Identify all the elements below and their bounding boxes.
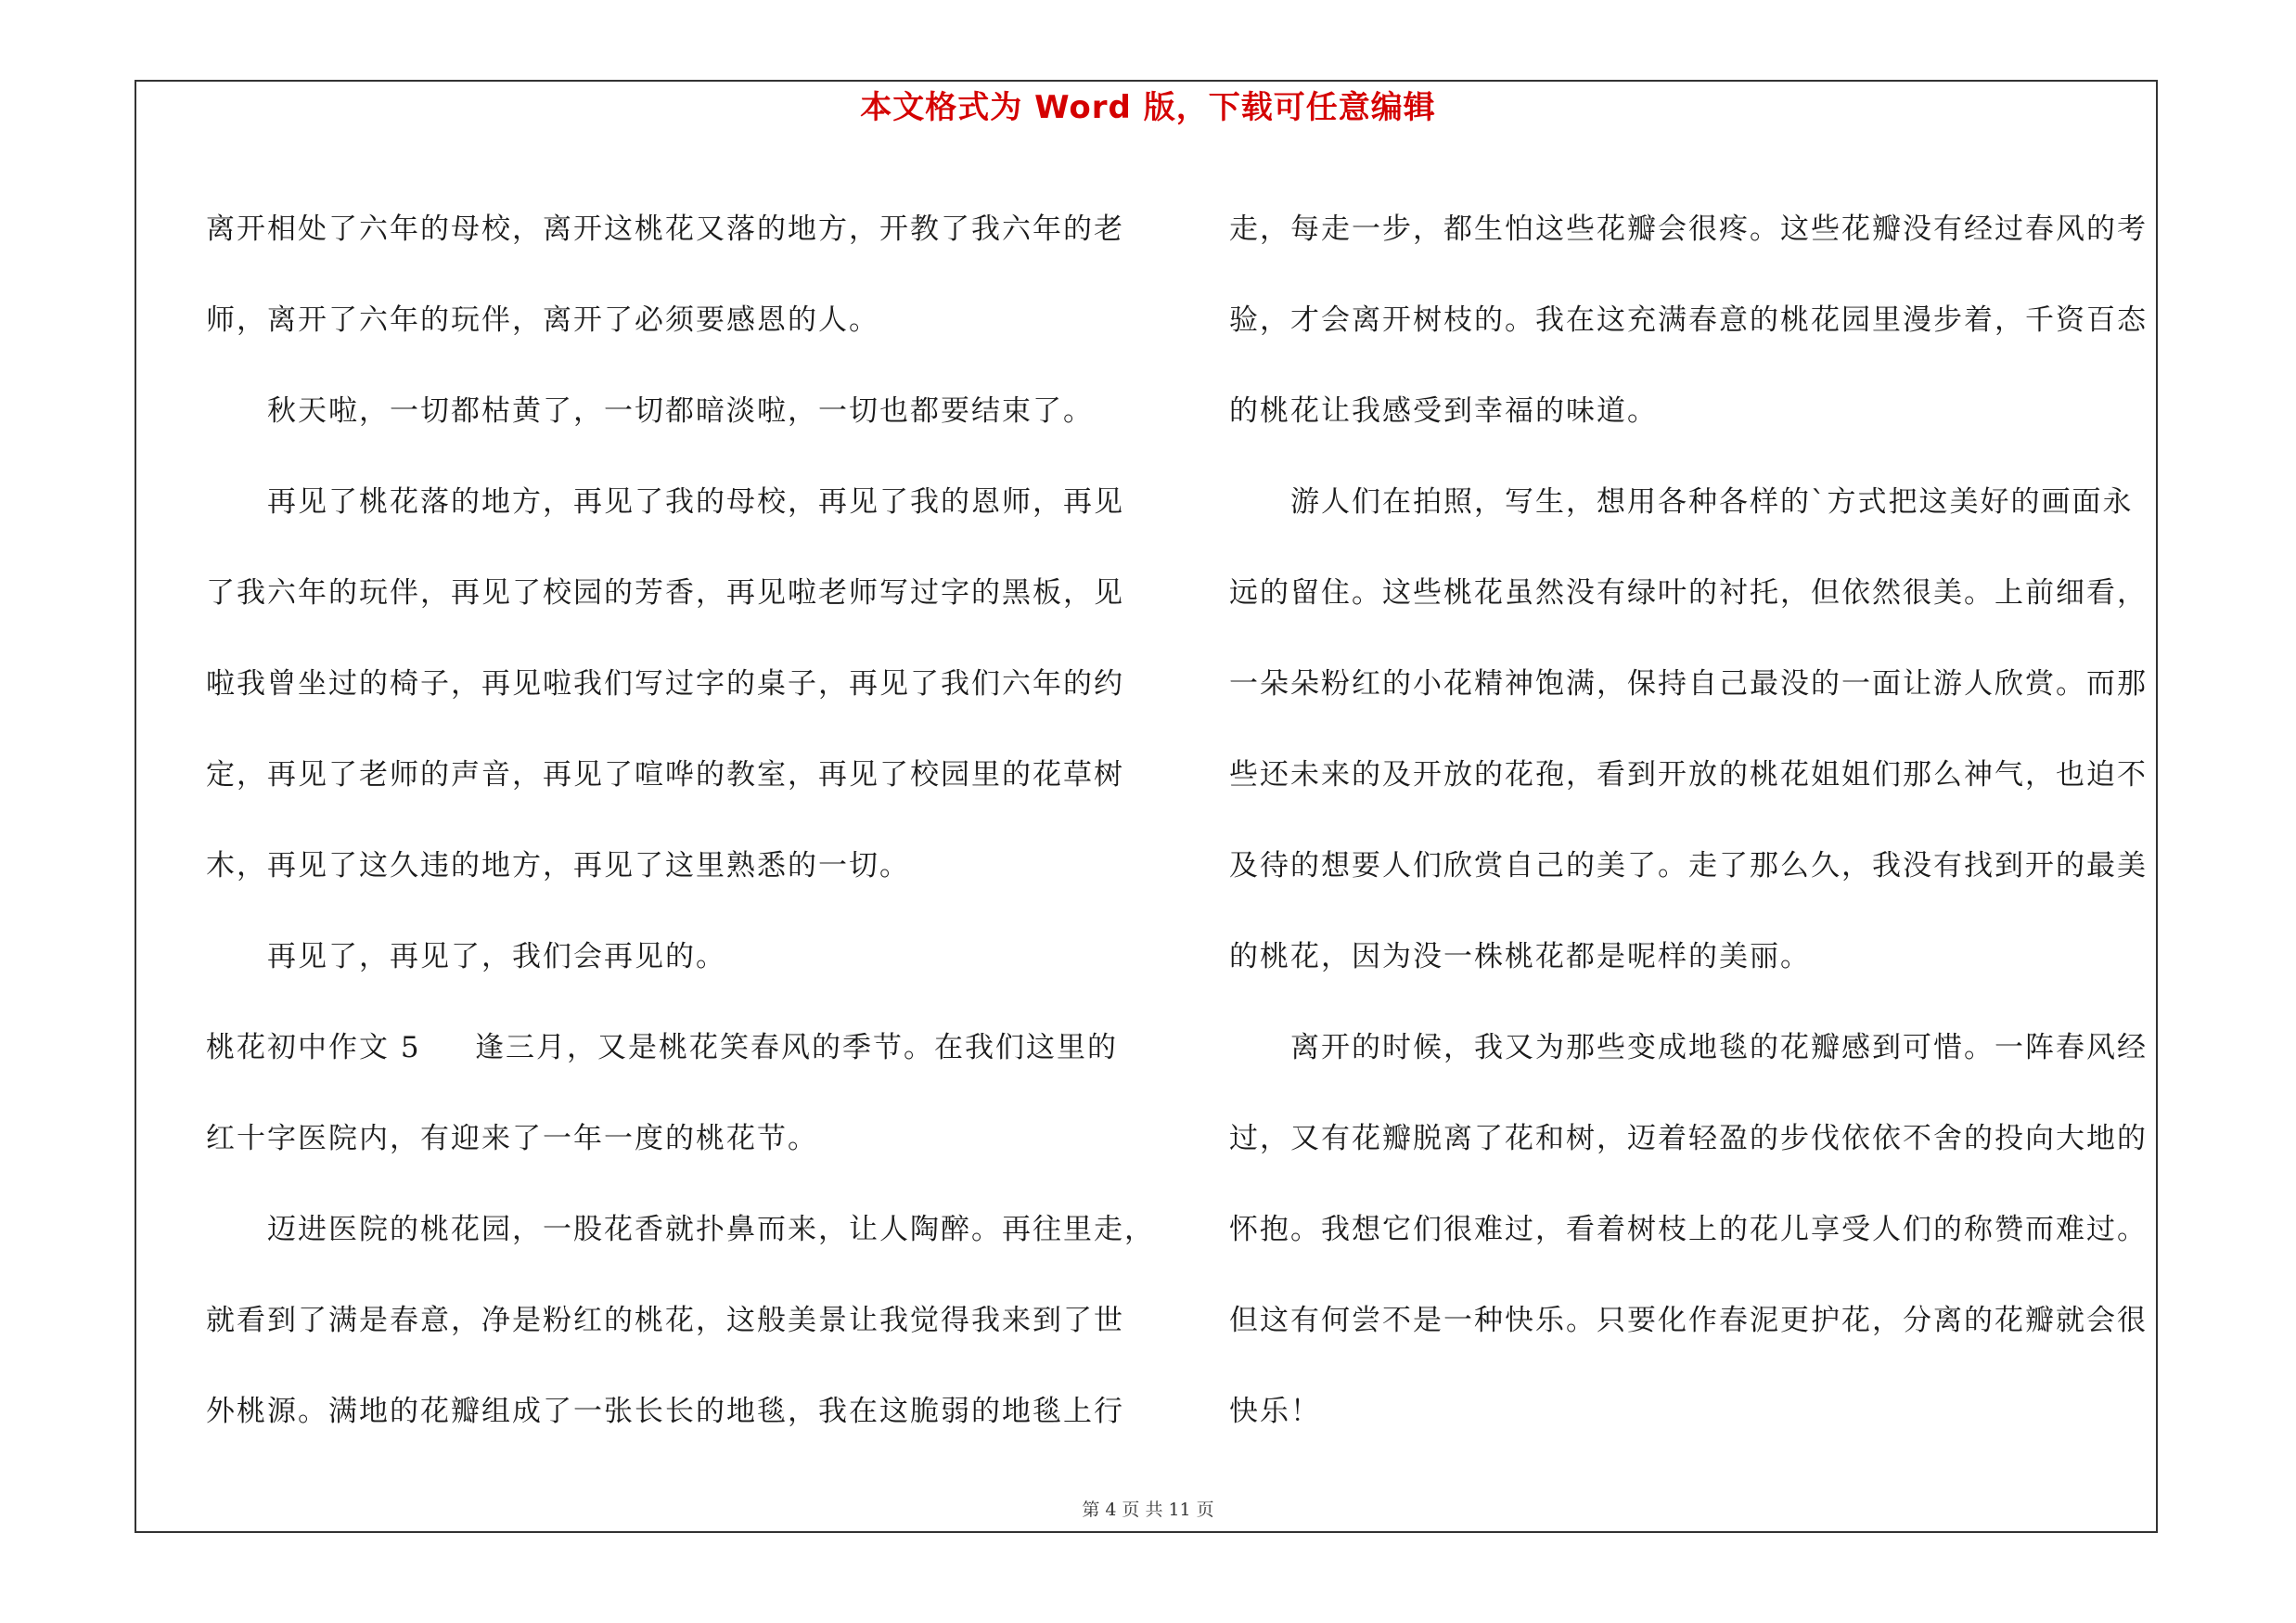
current-page-number: 4: [1105, 1500, 1117, 1520]
text-line: 验，才会离开树枝的。我在这充满春意的桃花园里漫步着，千资百态: [1229, 303, 2148, 337]
footer-mid: 页 共: [1122, 1500, 1163, 1520]
text-line: 红十字医院内，有迎来了一年一度的桃花节。: [206, 1122, 818, 1155]
text-line: 外桃源。满地的花瓣组成了一张长长的地毯，我在这脆弱的地毯上行: [206, 1395, 1124, 1428]
text-line: 的桃花，因为没一株桃花都是呢样的美丽。: [1229, 940, 1811, 973]
text-line: 秋天啦，一切都枯黄了，一切都暗淡啦，一切也都要结束了。: [267, 394, 1094, 428]
text-line: 再见了，再见了，我们会再见的。: [267, 940, 726, 973]
page-number-footer: [0, 1496, 2296, 1521]
text-line: 但这有何尝不是一种快乐。只要化作春泥更护花，分离的花瓣就会很: [1229, 1304, 2148, 1337]
text-line: 了我六年的玩伴，再见了校园的芳香，再见啦老师写过字的黑板，见: [206, 576, 1124, 610]
editable-notice: 本文格式为 Word 版，下载可任意编辑: [860, 89, 1436, 126]
footer-prefix: 第: [1082, 1500, 1100, 1520]
text-line: 离开相处了六年的母校，离开这桃花又落的地方，开教了我六年的老: [206, 213, 1124, 246]
text-line: 及待的想要人们欣赏自己的美了。走了那么久，我没有找到开的最美: [1229, 849, 2148, 882]
text-line: 就看到了满是春意，净是粉红的桃花，这般美景让我觉得我来到了世: [206, 1304, 1124, 1337]
essay-title: 桃花初中作文 5: [206, 1031, 421, 1064]
text-line: 定，再见了老师的声音，再见了喧哗的教室，再见了校园里的花草树: [206, 758, 1124, 792]
text-line: 一朵朵粉红的小花精神饱满，保持自己最没的一面让游人欣赏。而那: [1229, 667, 2148, 701]
text-line: 些还未来的及开放的花孢，看到开放的桃花姐姐们那么神气，也迫不: [1229, 758, 2148, 792]
text-line: 逢三月，又是桃花笑春风的季节。在我们这里的: [475, 1031, 1118, 1064]
text-line: 啦我曾坐过的椅子，再见啦我们写过字的桌子，再见了我们六年的约: [206, 667, 1124, 701]
text-line: 快乐！: [1229, 1395, 1321, 1428]
text-line: 迈进医院的桃花园，一股花香就扑鼻而来，让人陶醉。再往里走，: [267, 1213, 1155, 1246]
text-line: 游人们在拍照，写生，想用各种各样的`方式把这美好的画面永: [1290, 485, 2134, 519]
text-line: 离开的时候，我又为那些变成地毯的花瓣感到可惜。一阵春风经: [1290, 1031, 2148, 1064]
text-line: 木，再见了这久违的地方，再见了这里熟悉的一切。: [206, 849, 910, 882]
essay-heading-line: [206, 1002, 1124, 1093]
text-line: 走，每走一步，都生怕这些花瓣会很疼。这些花瓣没有经过春风的考: [1229, 213, 2148, 246]
left-text-column: [206, 184, 1155, 1457]
text-line: 过，又有花瓣脱离了花和树，迈着轻盈的步伐依依不舍的投向大地的: [1229, 1122, 2148, 1155]
text-line: 师，离开了六年的玩伴，离开了必须要感恩的人。: [206, 303, 879, 337]
text-line: 再见了桃花落的地方，再见了我的母校，再见了我的恩师，再见: [267, 485, 1124, 519]
right-text-column: [1229, 184, 2168, 1457]
text-line: 怀抱。我想它们很难过，看着树枝上的花儿享受人们的称赞而难过。: [1229, 1213, 2148, 1246]
text-line: 的桃花让我感受到幸福的味道。: [1229, 394, 1658, 428]
total-pages-number: 11: [1168, 1500, 1191, 1520]
footer-suffix: 页: [1196, 1500, 1214, 1520]
text-line: 远的留住。这些桃花虽然没有绿叶的衬托，但依然很美。上前细看，: [1229, 576, 2148, 610]
